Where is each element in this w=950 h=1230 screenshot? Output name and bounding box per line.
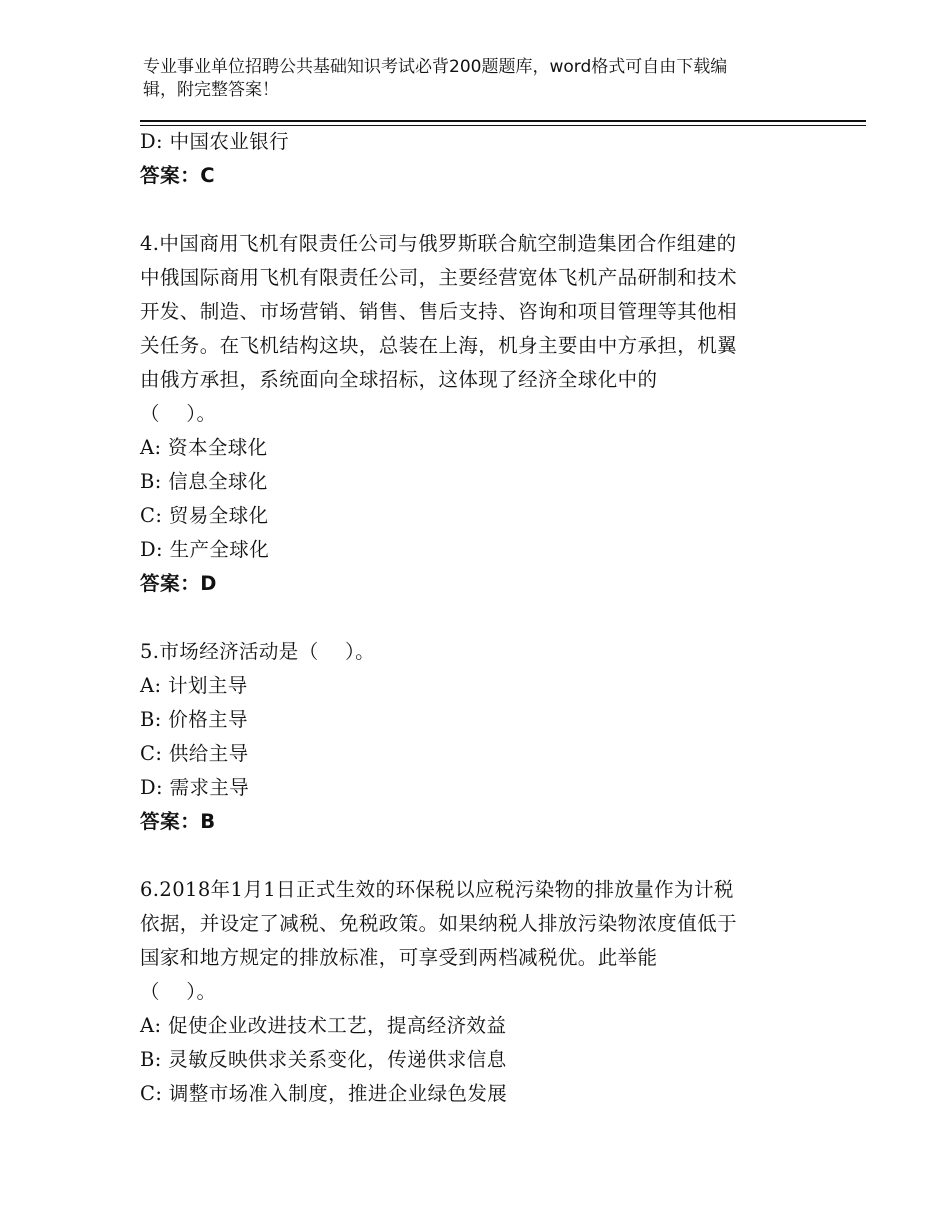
q6-stem-line: 依据，并设定了减税、免税政策。如果纳税人排放污染物浓度值低于 — [140, 912, 738, 935]
header-line-2: 辑，附完整答案！ — [143, 80, 279, 100]
q4-option-b: B: 信息全球化 — [140, 470, 268, 493]
question-5 — [140, 635, 805, 839]
q5-option-a: A: 计划主导 — [140, 674, 248, 697]
spacer — [140, 193, 805, 227]
q5-answer: 答案：B — [140, 810, 216, 833]
header-line-1: 专业事业单位招聘公共基础知识考试必背200题题库，word格式可自由下载编 — [143, 57, 728, 77]
q5-option-c: C: 供给主导 — [140, 742, 249, 765]
q3-answer: 答案：C — [140, 164, 216, 187]
question-4 — [140, 227, 805, 601]
q4-stem-line: 开发、制造、市场营销、销售、售后支持、咨询和项目管理等其他相 — [140, 300, 738, 323]
q4-stem-line: 中俄国际商用飞机有限责任公司，主要经营宽体飞机产品研制和技术 — [140, 266, 738, 289]
q3-option-d: D: 中国农业银行 — [140, 130, 290, 153]
q6-option-c: C: 调整市场准入制度，推进企业绿色发展 — [140, 1082, 508, 1105]
q5-stem-line: 5.市场经济活动是（ ）。 — [140, 640, 376, 663]
q6-option-b: B: 灵敏反映供求关系变化，传递供求信息 — [140, 1048, 507, 1071]
question-content — [140, 125, 805, 1111]
q4-stem-line: 关任务。在飞机结构这块，总装在上海，机身主要由中方承担，机翼 — [140, 334, 738, 357]
q6-stem-line: 6.2018年1月1日正式生效的环保税以应税污染物的排放量作为计税 — [140, 878, 734, 901]
q6-stem-line: （ ）。 — [140, 980, 217, 1003]
q6-stem-line: 国家和地方规定的排放标准，可享受到两档减税优。此举能 — [140, 946, 658, 969]
spacer — [140, 839, 805, 873]
header-rule-thick — [140, 120, 866, 122]
q4-stem-line: 4.中国商用飞机有限责任公司与俄罗斯联合航空制造集团合作组建的 — [140, 232, 737, 255]
q4-answer: 答案：D — [140, 572, 218, 595]
q4-option-a: A: 资本全球化 — [140, 436, 268, 459]
spacer — [140, 601, 805, 635]
q6-option-a: A: 促使企业改进技术工艺，提高经济效益 — [140, 1014, 507, 1037]
q4-stem-line: （ ）。 — [140, 402, 217, 425]
q5-option-b: B: 价格主导 — [140, 708, 248, 731]
page-header — [143, 56, 803, 102]
q4-stem-line: 由俄方承担，系统面向全球招标，这体现了经济全球化中的 — [140, 368, 658, 391]
q4-option-c: C: 贸易全球化 — [140, 504, 269, 527]
question-6 — [140, 873, 805, 1111]
q4-option-d: D: 生产全球化 — [140, 538, 270, 561]
q5-option-d: D: 需求主导 — [140, 776, 250, 799]
